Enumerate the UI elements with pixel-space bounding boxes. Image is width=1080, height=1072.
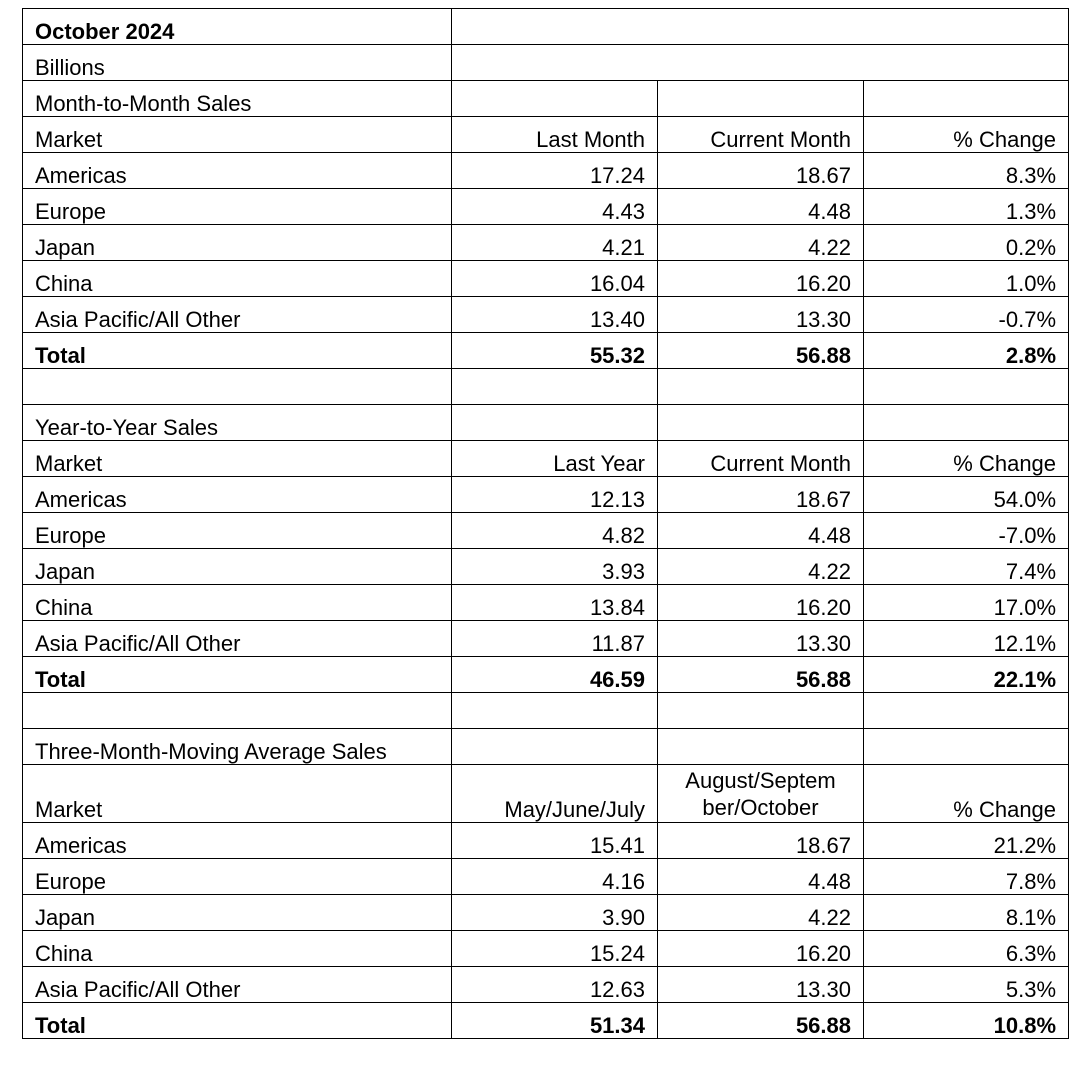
total-value: 56.88 <box>658 333 864 369</box>
table-row <box>23 189 1069 225</box>
unit-row <box>23 45 1069 81</box>
value-cell: 3.90 <box>452 895 658 931</box>
blank-cell <box>23 369 452 405</box>
table-row <box>23 549 1069 585</box>
value-cell: 15.24 <box>452 931 658 967</box>
report-title: October 2024 <box>23 9 452 45</box>
market-cell: Americas <box>23 153 452 189</box>
value-cell: 13.84 <box>452 585 658 621</box>
column-header-row <box>23 117 1069 153</box>
blank-cell <box>864 405 1069 441</box>
blank-cell <box>452 405 658 441</box>
blank-cell <box>452 369 658 405</box>
market-cell: Europe <box>23 859 452 895</box>
blank-cell <box>452 693 658 729</box>
section-title-row <box>23 405 1069 441</box>
value-cell: 4.22 <box>658 895 864 931</box>
column-header: % Change <box>864 441 1069 477</box>
section-title-row <box>23 729 1069 765</box>
market-cell: China <box>23 585 452 621</box>
value-cell: 16.20 <box>658 931 864 967</box>
column-header: % Change <box>864 765 1069 823</box>
change-cell: 12.1% <box>864 621 1069 657</box>
change-cell: 5.3% <box>864 967 1069 1003</box>
unit-label: Billions <box>23 45 452 81</box>
table-row <box>23 261 1069 297</box>
blank-cell <box>658 693 864 729</box>
blank-cell <box>864 81 1069 117</box>
column-header: % Change <box>864 117 1069 153</box>
total-row <box>23 657 1069 693</box>
spacer-row <box>23 369 1069 405</box>
value-cell: 16.04 <box>452 261 658 297</box>
value-cell: 4.48 <box>658 189 864 225</box>
market-cell: Japan <box>23 895 452 931</box>
value-cell: 18.67 <box>658 153 864 189</box>
blank-cell <box>23 693 452 729</box>
blank-cell <box>658 729 864 765</box>
column-header: Market <box>23 117 452 153</box>
table-row <box>23 859 1069 895</box>
total-label: Total <box>23 1003 452 1039</box>
total-value: 46.59 <box>452 657 658 693</box>
value-cell: 17.24 <box>452 153 658 189</box>
blank-cell <box>864 693 1069 729</box>
column-header: Market <box>23 441 452 477</box>
value-cell: 15.41 <box>452 823 658 859</box>
column-header: August/Septem ber/October <box>658 765 864 823</box>
title-row <box>23 9 1069 45</box>
blank-cell <box>658 405 864 441</box>
value-cell: 16.20 <box>658 261 864 297</box>
value-cell: 13.30 <box>658 967 864 1003</box>
value-cell: 13.30 <box>658 297 864 333</box>
market-cell: Asia Pacific/All Other <box>23 297 452 333</box>
blank-cell <box>864 729 1069 765</box>
change-cell: 1.3% <box>864 189 1069 225</box>
total-change: 10.8% <box>864 1003 1069 1039</box>
column-header: Last Year <box>452 441 658 477</box>
column-header: Current Month <box>658 441 864 477</box>
value-cell: 4.43 <box>452 189 658 225</box>
market-cell: Europe <box>23 189 452 225</box>
total-value: 51.34 <box>452 1003 658 1039</box>
change-cell: 0.2% <box>864 225 1069 261</box>
blank-cell <box>864 369 1069 405</box>
value-cell: 4.16 <box>452 859 658 895</box>
table-row <box>23 931 1069 967</box>
blank-cell <box>452 81 658 117</box>
value-cell: 4.48 <box>658 859 864 895</box>
value-cell: 11.87 <box>452 621 658 657</box>
table-row <box>23 967 1069 1003</box>
table-row <box>23 225 1069 261</box>
table-row <box>23 153 1069 189</box>
change-cell: 54.0% <box>864 477 1069 513</box>
value-cell: 12.13 <box>452 477 658 513</box>
spacer-row <box>23 693 1069 729</box>
value-cell: 4.22 <box>658 549 864 585</box>
value-cell: 3.93 <box>452 549 658 585</box>
value-cell: 18.67 <box>658 477 864 513</box>
unit-row-blank <box>452 45 1069 81</box>
change-cell: 6.3% <box>864 931 1069 967</box>
table-row <box>23 477 1069 513</box>
column-header: Market <box>23 765 452 823</box>
market-cell: Americas <box>23 823 452 859</box>
table-row <box>23 513 1069 549</box>
total-value: 56.88 <box>658 657 864 693</box>
total-value: 55.32 <box>452 333 658 369</box>
total-change: 22.1% <box>864 657 1069 693</box>
change-cell: 8.1% <box>864 895 1069 931</box>
blank-cell <box>658 81 864 117</box>
table-row <box>23 297 1069 333</box>
value-cell: 4.21 <box>452 225 658 261</box>
value-cell: 13.30 <box>658 621 864 657</box>
value-cell: 16.20 <box>658 585 864 621</box>
market-cell: Americas <box>23 477 452 513</box>
table-row <box>23 823 1069 859</box>
market-cell: Japan <box>23 549 452 585</box>
blank-cell <box>452 729 658 765</box>
change-cell: 7.4% <box>864 549 1069 585</box>
section-title: Month-to-Month Sales <box>23 81 452 117</box>
table-row <box>23 895 1069 931</box>
column-header-row <box>23 765 1069 823</box>
sales-table <box>22 8 1069 1039</box>
change-cell: 7.8% <box>864 859 1069 895</box>
value-cell: 4.48 <box>658 513 864 549</box>
value-cell: 13.40 <box>452 297 658 333</box>
section-title: Year-to-Year Sales <box>23 405 452 441</box>
section-title: Three-Month-Moving Average Sales <box>23 729 452 765</box>
change-cell: 1.0% <box>864 261 1069 297</box>
total-row <box>23 333 1069 369</box>
change-cell: 8.3% <box>864 153 1069 189</box>
total-value: 56.88 <box>658 1003 864 1039</box>
table-row <box>23 621 1069 657</box>
column-header-row <box>23 441 1069 477</box>
total-change: 2.8% <box>864 333 1069 369</box>
total-row <box>23 1003 1069 1039</box>
blank-cell <box>658 369 864 405</box>
table-row <box>23 585 1069 621</box>
column-header: Last Month <box>452 117 658 153</box>
total-label: Total <box>23 657 452 693</box>
market-cell: Asia Pacific/All Other <box>23 967 452 1003</box>
section-title-row <box>23 81 1069 117</box>
value-cell: 4.22 <box>658 225 864 261</box>
value-cell: 18.67 <box>658 823 864 859</box>
change-cell: -0.7% <box>864 297 1069 333</box>
market-cell: Japan <box>23 225 452 261</box>
market-cell: Europe <box>23 513 452 549</box>
value-cell: 4.82 <box>452 513 658 549</box>
column-header: May/June/July <box>452 765 658 823</box>
value-cell: 12.63 <box>452 967 658 1003</box>
column-header: Current Month <box>658 117 864 153</box>
change-cell: 21.2% <box>864 823 1069 859</box>
market-cell: China <box>23 261 452 297</box>
change-cell: -7.0% <box>864 513 1069 549</box>
market-cell: China <box>23 931 452 967</box>
total-label: Total <box>23 333 452 369</box>
title-row-blank <box>452 9 1069 45</box>
market-cell: Asia Pacific/All Other <box>23 621 452 657</box>
change-cell: 17.0% <box>864 585 1069 621</box>
